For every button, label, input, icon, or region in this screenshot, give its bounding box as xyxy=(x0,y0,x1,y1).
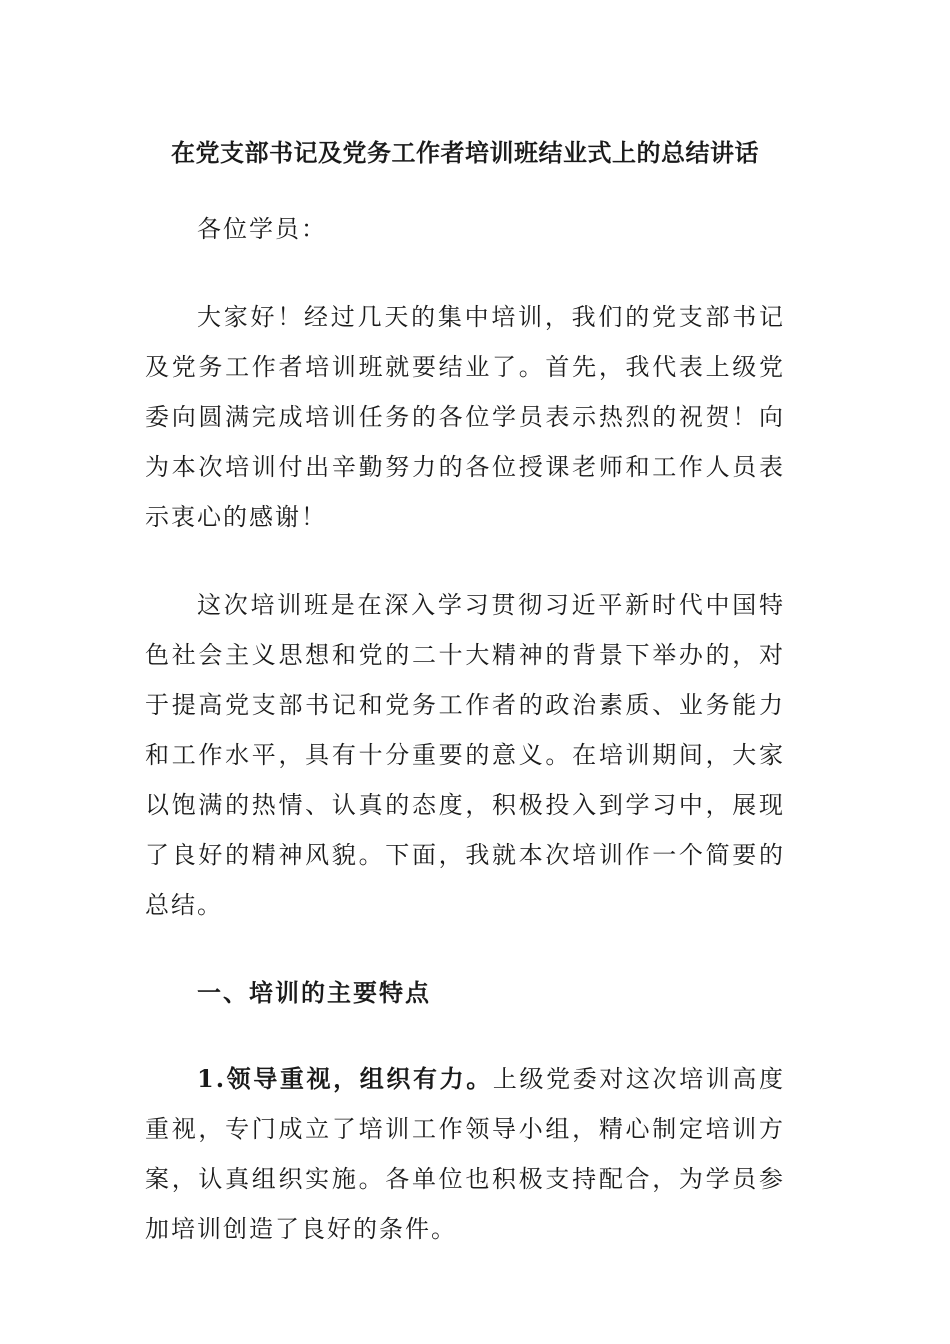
item-text: 上级党委对这次培训高度重视，专门成立了培训工作领导小组，精心制定培训方案，认真组织实施。各单位也积极支持配合，为学员参加培训创造了良好的条件。 xyxy=(145,1065,786,1243)
paragraph-background: 这次培训班是在深入学习贯彻习近平新时代中国特色社会主义思想和党的二十大精神的背景下举办的，对于提高党支部书记和党务工作者的政治素质、业务能力和工作水平，具有十分重要的意义。在培训期间，大家以饱满的热情、认真的态度，积极投入到学习中，展现了良好的精神风貌。下面，我就本次培训作一个简要的总结。 xyxy=(145,591,785,919)
item-lead: 1.领导重视，组织有力。 xyxy=(197,1064,493,1093)
document-page xyxy=(145,128,785,1292)
section-item-1 xyxy=(145,1054,785,1254)
paragraph-greeting: 大家好！经过几天的集中培训，我们的党支部书记及党务工作者培训班就要结业了。首先，我代表上级党委向圆满完成培训任务的各位学员表示热烈的祝贺！向为本次培训付出辛勤努力的各位授课老师和工作人员表示衷心的感谢！ xyxy=(145,303,785,531)
document-title: 在党支部书记及党务工作者培训班结业式上的总结讲话 xyxy=(171,138,759,167)
section-heading: 一、培训的主要特点 xyxy=(197,978,431,1007)
salutation: 各位学员： xyxy=(197,215,327,243)
